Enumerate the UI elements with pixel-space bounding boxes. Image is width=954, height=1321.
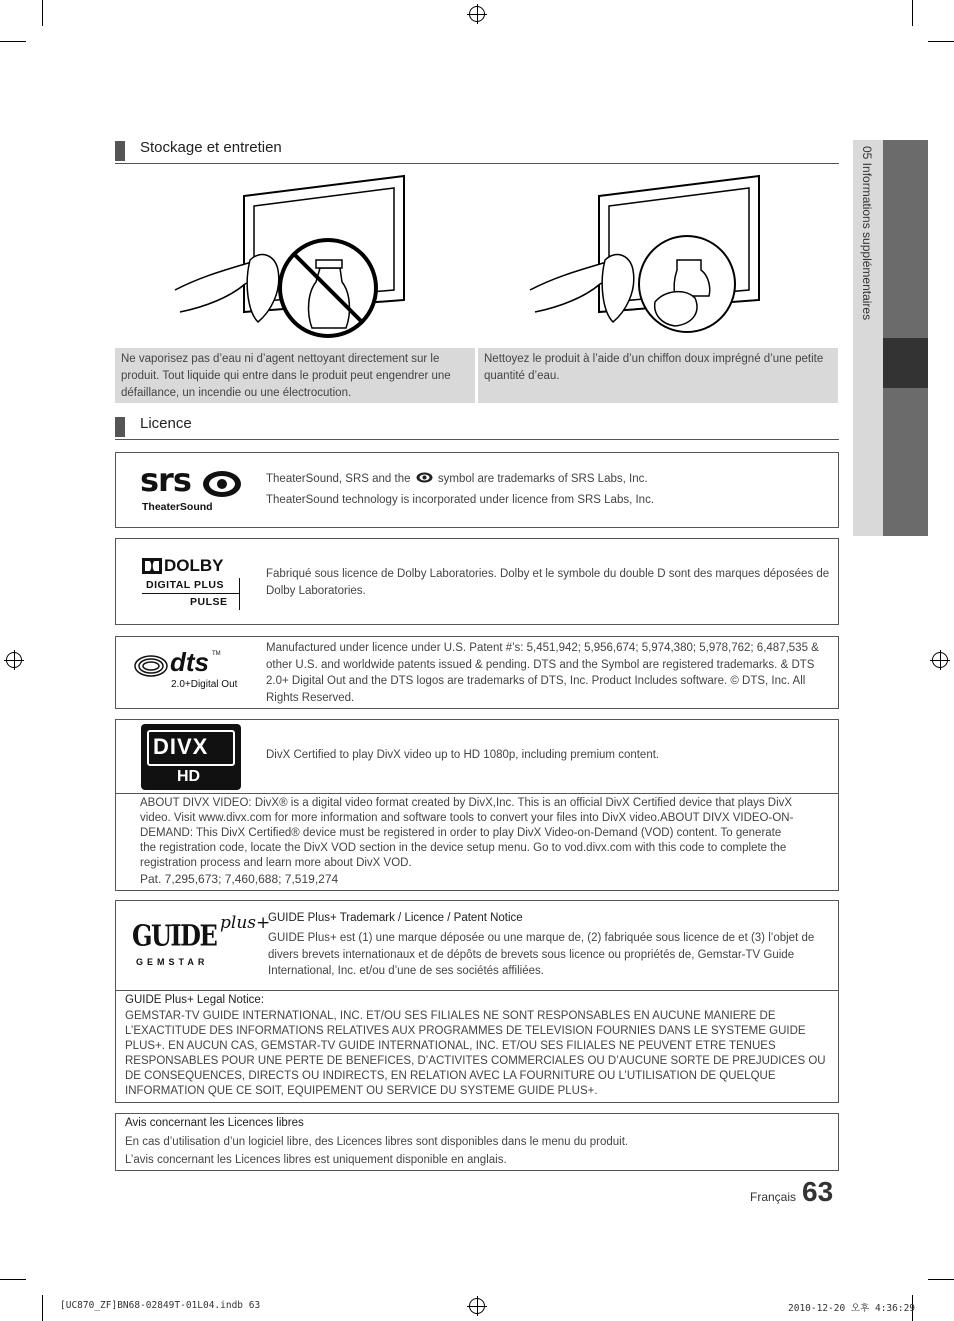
dts-swirl-icon [134,655,168,677]
divx-divider [116,793,838,794]
chapter-label: 05 Informations supplémentaires [860,146,874,321]
srs-logo-sub: TheaterSound [142,501,213,513]
registration-mark-icon [6,652,22,668]
section-heading-storage [115,139,839,164]
divx-about: ABOUT DIVX VIDEO: DivX® is a digital video format created by DivX,Inc. This is an official DivX Certified device that plays DivX video. Visit www.divx.com for more information and software tools to convert your files into DivX video.ABOUT DIVX VIDEO-ON-DEMAND: This DivX Certified® device must be registered in order to play DivX Video-on-Demand (VOD) content. To generate the registration code, locate the DivX VOD section in the device setup menu. Go to vod.divx.com with this code to complete the registration process and learn more about DivX VOD. [140,797,794,869]
divx-logo-sub: HD [177,768,201,785]
licence-box-dts [115,636,839,709]
dolby-logo-text: DOLBY [164,556,224,575]
caption-text: Ne vaporisez pas d’eau ni d’agent nettoyant directement sur le produit. Tout liquide qui entre dans le produit peut engendrer une défaillance, un incendie ou une électrocution. [121,353,451,399]
srs-line-2: TheaterSound technology is incorporated under licence from SRS Labs, Inc. [266,494,655,506]
divx-patent: Pat. 7,295,673; 7,460,688; 7,519,274 [140,872,339,886]
dts-text: Manufactured under licence under U.S. Patent #’s: 5,451,942; 5,956,674; 5,974,380; 5,978,762; 6,487,535 & other U.S. and worldwide patents issued & pending. DTS and the Symbol are registered trademarks. & DTS 2.0+ Digital Out and the DTS logos are trademarks of DTS, Inc. Product Includes software. © DTS, Inc. All Rights Reserved. [266,642,819,704]
dts-tm: TM [212,651,221,657]
guideplus-logo-text: GUIDE [132,918,217,953]
heading-bar [115,141,125,161]
heading-bar [115,417,125,437]
srs-logo-text: srs [140,461,191,499]
srs-inline-symbol-icon [416,472,433,483]
print-footer-date: 2010-12-20 오후 4:36:29 [788,1303,916,1314]
crop-mark [912,0,913,26]
srs-line-1-a: TheaterSound, SRS and the [266,473,411,485]
guideplus-legal-text: GEMSTAR-TV GUIDE INTERNATIONAL, INC. ET/OU SES FILIALES NE SONT RESPONSABLES EN AUCUNE MANIERE DE L’EXACTITUDE DES INFORMATIONS RELATIVES AUX PROGRAMMES DE TELEVISION FOURNIES DANS LE SYSTEME GUIDE PLUS+. EN AUCUN CAS, GEMSTAR-TV GUIDE INTERNATIONAL, INC. ET/OU SES FILIALES NE PEUVENT ETRE TENUES RESPONSABLES POUR UNE PERTE DE BENEFICES, D’ACTIVITES COMMERCIALES OU D’AUCUNE SORTE DE PREJUDICES OU DE CONSEQUENCES, DIRECTS OU INDIRECTS, EN RELATION AVEC LA FOURNITURE OU L’UTILISATION DE QUELQUE INFORMATION QUE CE SOIT, EQUIPEMENT OU SERVICE DU SYSTEME GUIDE PLUS+. [125,1010,826,1097]
licence-box-guideplus [115,900,839,1103]
divx-logo-text: DIVX [153,734,209,759]
chapter-tab-active [883,338,928,388]
crop-mark [42,0,43,26]
guideplus-legal-title: GUIDE Plus+ Legal Notice: [125,994,265,1006]
crop-mark [42,1295,43,1321]
open-source-line-2: L’avis concernant les Licences libres est uniquement disponible en anglais. [125,1154,507,1166]
dts-logo [134,649,244,699]
guideplus-divider [116,990,838,991]
divx-logo [141,724,241,790]
open-source-title: Avis concernant les Licences libres [125,1117,304,1129]
guideplus-logo-sub: GEMSTAR [136,957,209,967]
srs-logo [140,461,244,517]
dolby-logo-sub: DIGITAL PLUS [146,579,224,591]
licence-box-divx [115,719,839,891]
guideplus-text: GUIDE Plus+ est (1) une marque déposée ou une marque de, (2) fabriquée sous licence de et (3) l’objet de divers brevets internationaux et de dépôts de brevets sous licence ou propriétés de, Gemstar-TV Guide International, Inc. et/ou d’une de ses sociétés affiliées. [268,932,815,977]
registration-mark-icon [932,652,948,668]
dolby-double-d-icon [142,558,162,574]
srs-line-1 [266,471,826,488]
caption-text: Nettoyez le produit à l’aide d’un chiffon doux imprégné d’une petite quantité d’eau. [484,353,824,382]
tv-cleaning-cloth-illustration [525,172,770,342]
divx-cert: DivX Certified to play DivX video up to HD 1080p, including premium content. [266,749,660,761]
section-heading-licence [115,415,839,440]
page-language: Français [750,1190,797,1204]
caption-soft-cloth [478,348,838,403]
page-number: 63 [802,1176,834,1207]
tv-cleaning-spray-prohibited-illustration [170,172,415,342]
registration-mark-icon [469,6,485,22]
crop-mark [928,41,954,42]
print-footer-file: [UC870_ZF]BN68-02849T-01L04.indb 63 [60,1300,261,1311]
licence-box-open-source [115,1113,839,1171]
srs-text [266,471,826,509]
caption-do-not-spray [115,348,475,403]
heading-text: Stockage et entretien [140,139,282,156]
dolby-text: Fabriqué sous licence de Dolby Laboratories. Dolby et le symbole du double D sont des marques déposées de Dolby Laboratories. [266,568,830,597]
licence-box-dolby [115,538,839,625]
srs-symbol-icon [202,469,242,499]
guideplus-logo [132,913,271,971]
crop-mark [0,41,26,42]
dts-logo-sub: 2.0+Digital Out [171,679,238,690]
dolby-logo-sub: PULSE [190,596,228,608]
guideplus-logo-plus: plus+ [220,913,271,933]
open-source-line-1: En cas d’utilisation d’un logiciel libre, des Licences libres sont disponibles dans le menu du produit. [125,1136,629,1148]
crop-mark [928,1279,954,1280]
dolby-rule [142,593,240,594]
dts-logo-text: dts [170,647,209,677]
crop-mark [0,1279,26,1280]
guideplus-title: GUIDE Plus+ Trademark / Licence / Patent Notice [268,912,523,924]
dolby-logo [140,556,244,612]
dolby-rule [239,578,240,610]
licence-box-srs [115,452,839,528]
registration-mark-icon [469,1298,485,1314]
srs-line-1-b: symbol are trademarks of SRS Labs, Inc. [437,473,648,485]
heading-text: Licence [140,415,192,432]
